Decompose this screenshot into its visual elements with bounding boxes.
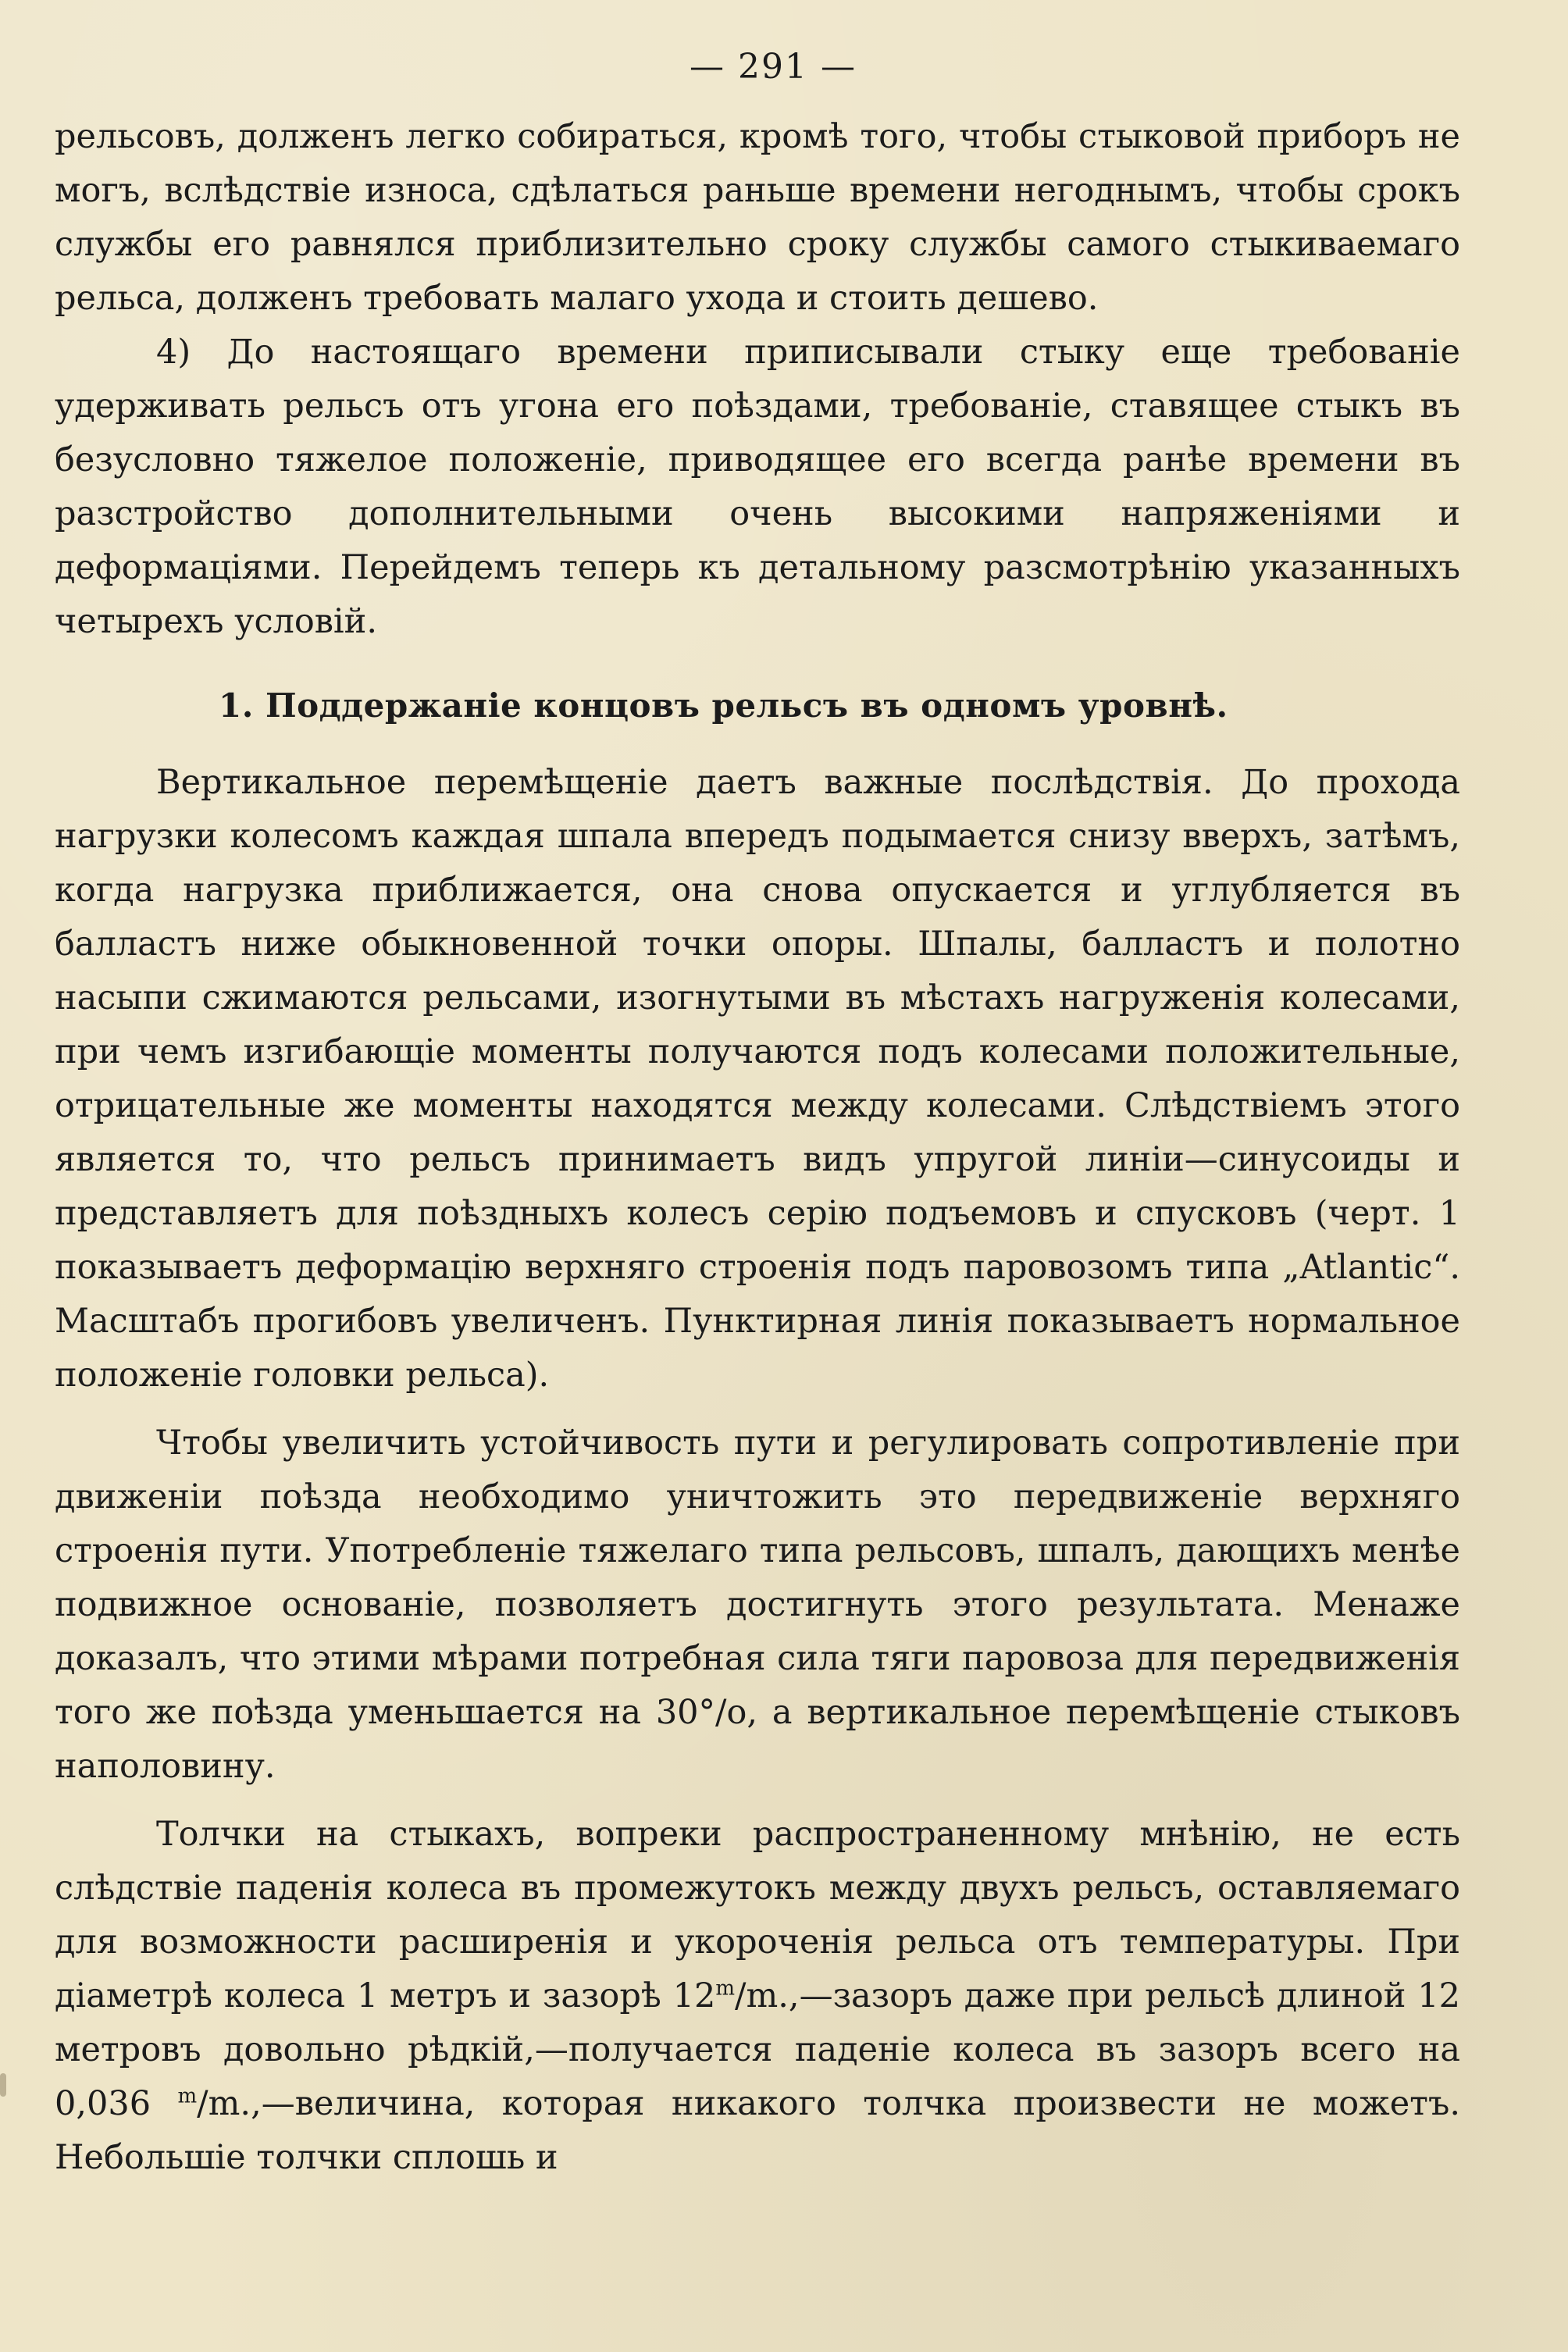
book-page [55,47,1460,2185]
paragraph-vertical-displacement: Вертикальное перемѣщеніе даетъ важные послѣдствія. До прохода нагрузки колесомъ каждая шпала впередъ подымается снизу вверхъ, затѣмъ, когда нагрузка приближается, она снова опускается и углубляется въ балластъ ниже обыкновенной точки опоры. Шпалы, балластъ и полотно насыпи сжимаются рельсами, изогнутыми въ мѣстахъ нагруженія колесами, при чемъ изгибающіе моменты получаются подъ колесами положительные, отрицательные же моменты находятся между колесами. Слѣдствіемъ этого является то, что рельсъ принимаетъ видъ упругой линіи—синусоиды и представляетъ для поѣздныхъ колесъ серію подъемовъ и спусковъ (черт. 1 показываетъ деформацію верхняго строенія подъ паровозомъ типа „Atlantic“. Масштабъ прогибовъ увеличенъ. Пунктирная линія показываетъ нормальное положеніе головки рельса). [55,763,1460,1395]
joint-shocks-text-1: Толчки на стыкахъ, вопреки распространенному мнѣнію, не есть слѣдствіе паденія колеса въ промежутокъ между двухъ рельсъ, оставляемаго для возможности расширенія и укороченія рельса отъ температуры. При діаметрѣ колеса 1 метръ и зазорѣ 12 [55,1815,1460,2015]
unit-superscript-1: m [715,1976,735,2001]
paragraph-continuation: рельсовъ, долженъ легко собираться, кромѣ того, чтобы стыковой приборъ не могъ, вслѣдствіе износа, сдѣлаться раньше времени негоднымъ, чтобы срокъ службы его равнялся приблизительно сроку службы самого стыкиваемаго рельса, долженъ требовать малаго ухода и стоить дешево. [55,117,1460,318]
unit-superscript-2: m [177,2084,198,2108]
scan-edge-mark [0,2073,6,2097]
joint-shocks-text-3: /m.,—величина, которая никакого толчка произвести не можетъ. Небольшіе толчки сплошь и [55,2084,1460,2177]
joint-shocks-text-2: /m.,—зазоръ даже при рельсѣ длиной 12 метровъ довольно рѣдкій,—получается паденіе колеса въ зазоръ всего на 0,036 [55,1976,1460,2123]
paragraph-stability: Чтобы увеличить устойчивость пути и регулировать сопротивленіе при движеніи поѣзда необходимо уничтожить это передвиженіе верхняго строенія пути. Употребленіе тяжелаго типа рельсовъ, шпалъ, дающихъ менѣе подвижное основаніе, позволяетъ достигнуть этого результата. Менаже доказалъ, что этими мѣрами потребная сила тяги паровоза для передвиженія того же поѣзда уменьшается на 30°/о, а вертикальное перемѣщеніе стыковъ наполовину. [55,1424,1460,1786]
paragraph-requirement-4: 4) До настоящаго времени приписывали стыку еще требованіе удерживать рельсъ отъ угона его поѣздами, требованіе, ставящее стыкъ въ безусловно тяжелое положеніе, приводящее его всегда ранѣе времени въ разстройство дополнительными очень высокими напряженіями и деформаціями. Перейдемъ теперь къ детальному разсмотрѣнію указанныхъ четырехъ условій. [55,333,1460,641]
page-number: — 291 — [690,47,857,87]
paragraph-joint-shocks [55,1808,1460,2185]
section-heading: 1. Поддержаніе концовъ рельсъ въ одномъ уровнѣ. [219,686,1228,725]
